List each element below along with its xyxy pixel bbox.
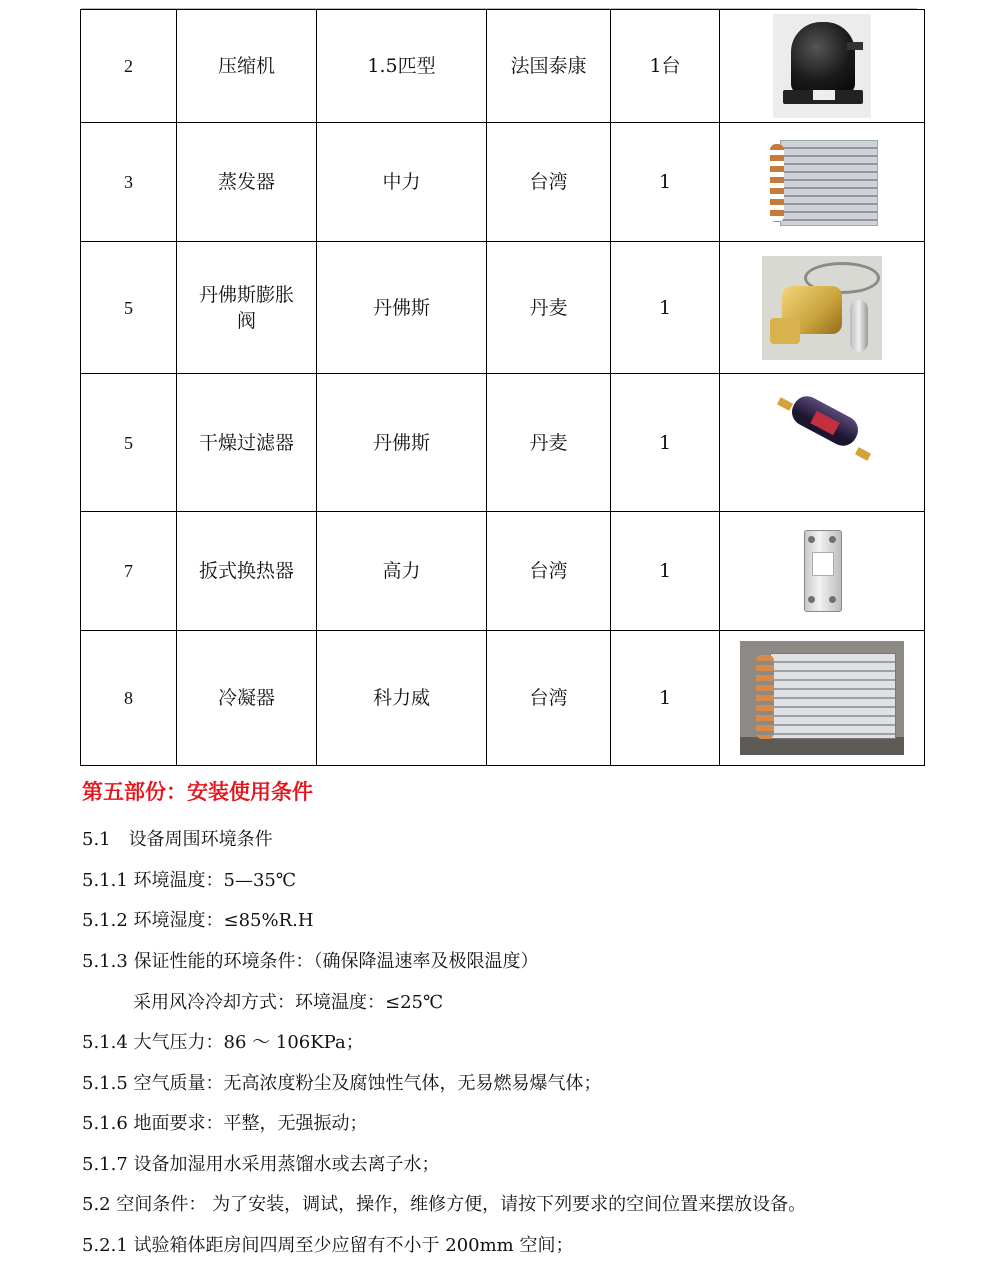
condition-line: 5.1.5 空气质量：无高浓度粉尘及腐蚀性气体，无易燃易爆气体； — [82, 1073, 602, 1094]
part-quantity: 1 — [611, 631, 720, 766]
row-number: 8 — [81, 631, 177, 766]
part-image-cell — [720, 123, 925, 242]
part-name — [177, 242, 317, 374]
table-row — [81, 374, 925, 512]
part-quantity: 1 — [611, 123, 720, 242]
part-image-cell — [720, 512, 925, 631]
condition-line: 5.1.1 环境温度：5—35℃ — [82, 870, 297, 891]
part-quantity: 1 — [611, 374, 720, 512]
row-number: 2 — [81, 10, 177, 123]
part-name: 压缩机 — [177, 10, 317, 123]
part-origin: 台湾 — [487, 512, 611, 631]
condition-line: 采用风冷冷却方式：环境温度：≤25℃ — [133, 992, 444, 1013]
part-origin: 丹麦 — [487, 374, 611, 512]
part-origin: 丹麦 — [487, 242, 611, 374]
parts-table — [80, 9, 925, 766]
condition-line: 5.1.7 设备加湿用水采用蒸馏水或去离子水； — [82, 1154, 440, 1175]
part-name: 扳式换热器 — [177, 512, 317, 631]
part-quantity: 1 — [611, 512, 720, 631]
condition-line: 5.1 设备周围环境条件 — [82, 829, 273, 850]
row-number: 3 — [81, 123, 177, 242]
table-row — [81, 512, 925, 631]
condition-line: 5.2.1 试验箱体距房间四周至少应留有不小于 200mm 空间； — [82, 1235, 574, 1256]
part-model: 科力威 — [317, 631, 487, 766]
plate-heat-exchanger-image — [792, 526, 852, 616]
table-row — [81, 631, 925, 766]
part-model: 丹佛斯 — [317, 242, 487, 374]
condition-line: 5.1.6 地面要求：平整，无强振动； — [82, 1113, 368, 1134]
part-image-cell — [720, 242, 925, 374]
part-origin: 台湾 — [487, 631, 611, 766]
row-number: 5 — [81, 242, 177, 374]
part-model: 丹佛斯 — [317, 374, 487, 512]
filter-drier-image — [768, 388, 876, 470]
row-number: 5 — [81, 374, 177, 512]
section-title: 第五部份：安装使用条件 — [82, 780, 313, 804]
part-image-cell — [720, 10, 925, 123]
part-name: 蒸发器 — [177, 123, 317, 242]
part-image-cell — [720, 631, 925, 766]
table-row — [81, 123, 925, 242]
part-model: 高力 — [317, 512, 487, 631]
part-origin: 台湾 — [487, 123, 611, 242]
part-image-cell — [720, 374, 925, 512]
part-origin: 法国泰康 — [487, 10, 611, 123]
condition-line: 5.1.3 保证性能的环境条件：（确保降温速率及极限温度） — [82, 951, 539, 972]
compressor-image — [773, 14, 871, 118]
condition-line: 5.2 空间条件： 为了安装，调试，操作，维修方便，请按下列要求的空间位置来摆放设备。 — [82, 1194, 807, 1215]
part-name-text: 丹佛斯膨胀阀 — [198, 283, 294, 332]
part-quantity: 1 — [611, 242, 720, 374]
part-quantity: 1台 — [611, 10, 720, 123]
part-name: 冷凝器 — [177, 631, 317, 766]
condition-line: 5.1.2 环境湿度：≤85%R.H — [82, 910, 314, 931]
row-number: 7 — [81, 512, 177, 631]
table-row — [81, 10, 925, 123]
table-row — [81, 242, 925, 374]
condition-line: 5.1.4 大气压力：86 ～ 106KPa； — [82, 1032, 364, 1053]
condenser-image — [740, 641, 904, 755]
expansion-valve-image — [762, 256, 882, 360]
part-name: 干燥过滤器 — [177, 374, 317, 512]
part-model: 中力 — [317, 123, 487, 242]
evaporator-image — [766, 136, 878, 228]
part-model: 1.5匹型 — [317, 10, 487, 123]
